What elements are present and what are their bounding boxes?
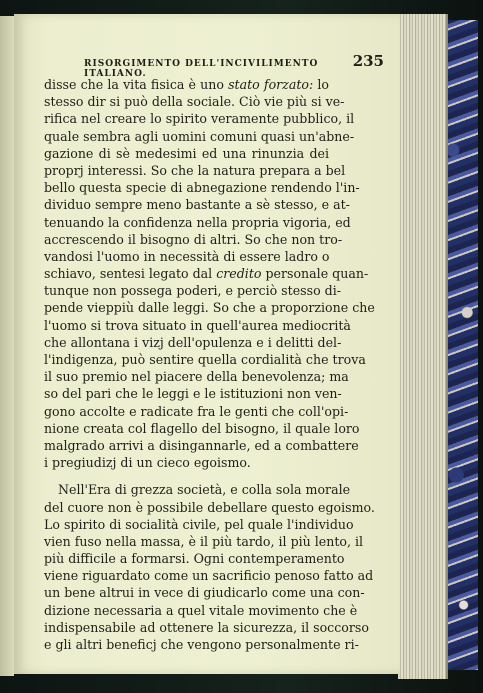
- facing-page-edge: [0, 16, 14, 676]
- text-line: vandosi l'uomo in necessità di essere ladro o: [44, 248, 330, 264]
- text-run: schiavo, sentesi legato dal: [44, 266, 217, 282]
- text-line: pende vieppiù dalle leggi. So che a proporzione che: [44, 300, 375, 316]
- text-line: malgrado arrivi a disingannarle, ed a combattere: [44, 437, 359, 453]
- text-line: che allontana i vizj dell'opulenza e i delitti del-: [44, 334, 342, 350]
- text-line: del cuore non è possibile debellare questo egoismo.: [44, 499, 375, 515]
- text-line: dividuo sempre meno bastante a sè stesso, e at-: [44, 197, 350, 213]
- running-head: RISORGIMENTO DELL'INCIVILIMENTO ITALIANO.: [84, 59, 319, 79]
- text-line: un bene altrui in vece di giudicarlo come una con-: [44, 585, 365, 601]
- text-line: viene riguardato come un sacrificio penoso fatto ad: [44, 568, 374, 584]
- text-run: disse che la vita fisica è uno: [44, 77, 229, 92]
- text-line: [44, 265, 369, 282]
- text-line: gazione di sè medesimi ed una rinunzia dei: [44, 145, 329, 161]
- paragraph-1: [44, 76, 375, 471]
- text-line: e gli altri beneficj che vengono personalmente ri-: [44, 637, 359, 652]
- text-line: tenuando la confidenza nella propria vigoria, ed: [44, 214, 351, 230]
- text-line: indispensabile ad ottenere la sicurezza, il soccorso: [44, 619, 369, 635]
- page-header: [84, 52, 384, 78]
- body-text: [44, 76, 375, 653]
- text-line: i pregiudizj di un cieco egoismo.: [44, 455, 251, 471]
- text-line: dizione necessaria a quel vitale movimento che è: [44, 602, 358, 618]
- text-line: l'indigenza, può sentire quella cordialità che trova: [44, 352, 366, 367]
- text-line: [44, 76, 329, 93]
- text-line: accrescendo il bisogno di altri. So che non tro-: [44, 231, 343, 247]
- text-line: il suo premio nel piacere della benevolenza; ma: [44, 369, 349, 385]
- text-line: Nell'Era di grezza società, e colla sola morale: [58, 482, 351, 498]
- text-line: tunque non possega poderi, e perciò stesso di-: [44, 283, 342, 299]
- text-line: gono accolte e radicate fra le genti che coll'opi-: [44, 403, 349, 419]
- text-line: rifica nel creare lo spirito veramente pubblico, il: [44, 111, 355, 127]
- text-run: personale quan-: [261, 266, 369, 282]
- text-line: so del pari che le leggi e le istituzioni non ven-: [44, 386, 342, 402]
- text-line: bello questa specie di abnegazione rendendo l'in-: [44, 180, 360, 196]
- paragraph-gap: [44, 471, 329, 481]
- text-run: lo: [313, 77, 329, 92]
- text-line: nione creata col flagello del bisogno, il quale loro: [44, 420, 360, 436]
- italic-text-run: credito: [216, 266, 262, 282]
- text-line: vien fuso nella massa, è il più tardo, il più lento, il: [44, 533, 364, 549]
- page-number: 235: [352, 52, 384, 70]
- italic-text-run: stato forzato:: [228, 77, 314, 92]
- text-line: l'uomo si trova situato in quell'aurea mediocrità: [44, 317, 351, 333]
- text-line: stesso dir si può della sociale. Ciò vie più si ve-: [44, 94, 345, 110]
- text-line: Lo spirito di socialità civile, pel quale l'individuo: [44, 516, 354, 532]
- page-edges: [398, 14, 448, 679]
- text-line: quale sembra agli uomini comuni quasi un'abne-: [44, 128, 355, 144]
- text-line: più difficile a formarsi. Ogni contemperamento: [44, 551, 345, 567]
- paragraph-2: [44, 481, 375, 653]
- text-line: proprj interessi. So che la natura prepara a bel: [44, 162, 346, 178]
